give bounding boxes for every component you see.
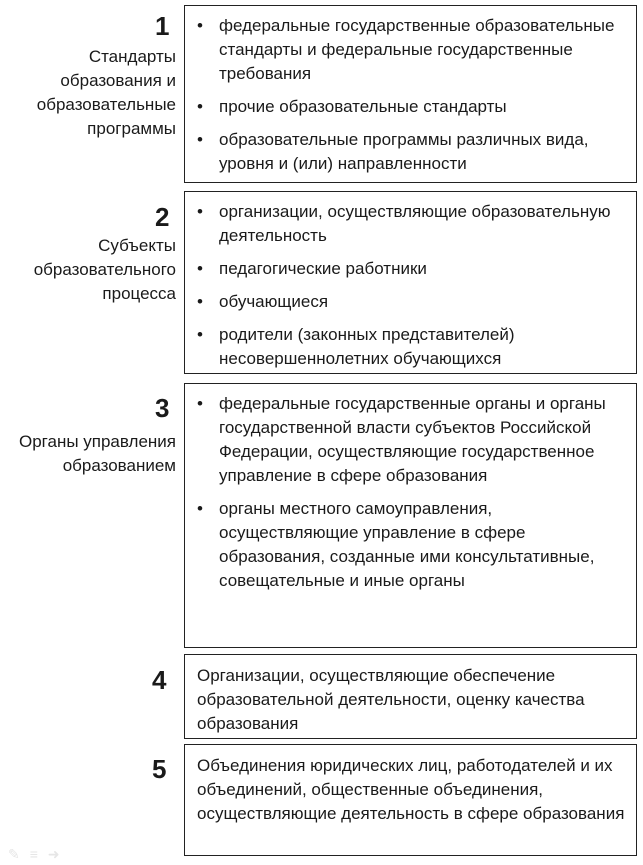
section-number: 2 <box>155 202 170 232</box>
section-label-line: образованием <box>62 456 176 475</box>
pen-icon[interactable]: ✎ <box>8 846 30 862</box>
list-item: • организации, осуществляющие образовательную деятельность <box>185 200 626 248</box>
list-item: • прочие образовательные стандарты <box>185 95 626 119</box>
list-item: • федеральные государственные органы и органы государственной власти субъектов Российской Федерации, осуществляющие государственное управление в сфере образования <box>185 392 626 488</box>
list-item: • органы местного самоуправления, осуществляющие управление в сфере образования, созданные ими консультативные, совещательные и иные органы <box>185 497 626 593</box>
section-label-line: Стандарты <box>88 47 176 66</box>
section-number: 1 <box>155 11 170 41</box>
section-label <box>19 430 176 478</box>
section-text: Объединения юридических лиц, работодателей и их объединений, общественные объединения, осуществляющие деятельность в сфере образования <box>197 756 625 823</box>
section-label-line: Органы управления <box>18 432 176 451</box>
next-arrow-icon[interactable]: ➜ <box>47 846 70 862</box>
section-number: 5 <box>152 754 167 784</box>
section-label-line: программы <box>87 119 176 138</box>
list-item: • педагогические работники <box>185 257 626 281</box>
section-box <box>184 383 637 648</box>
section-box <box>184 744 637 856</box>
section-box <box>184 191 637 374</box>
list-item: • федеральные государственные образовательные стандарты и федеральные государственные требования <box>185 14 626 86</box>
section-text: Организации, осуществляющие обеспечение образовательной деятельности, оценку качества образования <box>197 666 585 733</box>
section-label-line: образовательного <box>33 260 176 279</box>
section-box <box>184 654 637 739</box>
section-number: 4 <box>152 665 167 695</box>
slide-toolbar <box>8 846 70 863</box>
section-label-line: процесса <box>102 284 176 303</box>
section-label <box>37 45 176 141</box>
menu-icon[interactable]: ≡ <box>29 846 48 862</box>
section-label-line: Субъекты <box>98 236 176 255</box>
list-item: • обучающиеся <box>185 290 626 314</box>
section-label-line: образовательные <box>36 95 176 114</box>
section-box <box>184 5 637 183</box>
list-item: • образовательные программы различных вида, уровня и (или) направленности <box>185 128 626 176</box>
section-label <box>34 234 176 306</box>
section-number: 3 <box>155 393 170 423</box>
list-item: • родители (законных представителей) несовершеннолетних обучающихся <box>185 323 626 371</box>
section-label-line: образования и <box>60 71 176 90</box>
